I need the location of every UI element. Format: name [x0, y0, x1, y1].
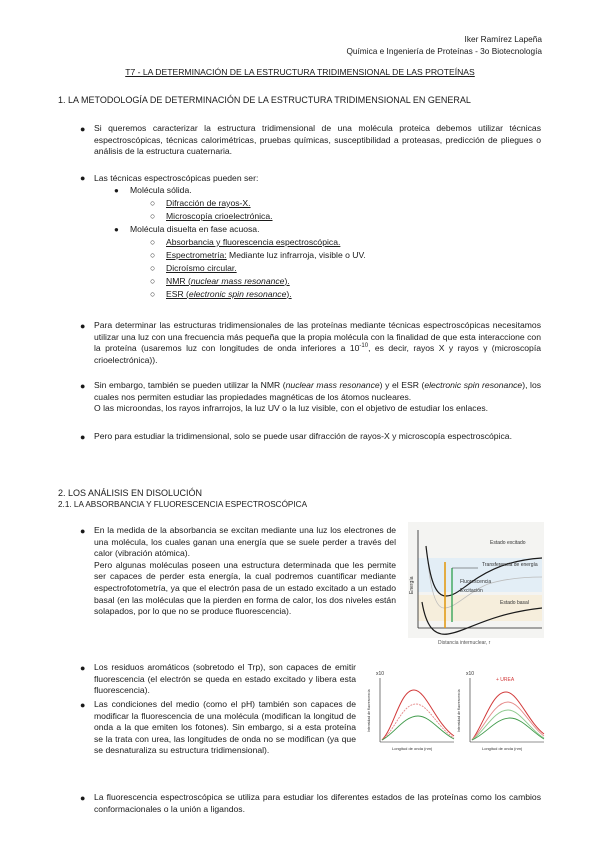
list-item: Dicroísmo circular.: [166, 263, 237, 273]
fluorescence-label: Fluorescencia: [460, 579, 492, 585]
esr-text: ESR (: [166, 289, 189, 299]
series-line-red: [382, 690, 454, 740]
section-2-1-heading: 2.1. LA ABSORBANCIA Y FLUORESCENCIA ESPECTROSCÓPICA: [58, 500, 308, 509]
document-title: T7 - LA DETERMINACIÓN DE LA ESTRUCTURA TRIDIMENSIONAL DE LAS PROTEÍNAS: [125, 67, 475, 77]
nmr-text: NMR (: [166, 276, 191, 286]
list-item: Absorbancia y fluorescencia espectroscópica.: [166, 237, 341, 247]
list-label-solid: Molécula sólida.: [130, 185, 192, 195]
basal-band: [418, 595, 542, 621]
spectrum-right-svg: [456, 668, 546, 754]
list-item: [166, 288, 292, 300]
b1-p2: Pero algunas moléculas poseen una estructura determinada que les permite ser capaces de perder esta energía, la cual podremos cuantificar mediante espectrofotometría, ya que el electrón pasa de un estado excitado a un estado basal (en las moléculas que la pierden en forma de calor, los dos niveles están solapados, por lo que no se produce fluorescencia).: [94, 559, 396, 617]
p4-c: ) y el ESR (: [379, 380, 425, 390]
p4-e: ), los cuales nos permiten estudiar las propiedades magnéticas de los átomos nucleares.: [94, 380, 542, 402]
spectrum-left-svg: [366, 668, 456, 754]
urea-legend: + UREA: [496, 677, 515, 683]
spectrum-left-multiplier: x10: [376, 671, 385, 677]
circle-bullet-icon: ○: [150, 198, 156, 208]
spectrum-right-multiplier: x10: [466, 671, 475, 677]
excitation-label: Excitación: [460, 588, 483, 594]
bullet-icon: ●: [114, 225, 119, 234]
section-1-heading: 1. LA METODOLOGÍA DE DETERMINACIÓN DE LA ESTRUCTURA TRIDIMENSIONAL EN GENERAL: [58, 95, 471, 105]
list-item: Difracción de rayos-X.: [166, 198, 251, 208]
circle-bullet-icon: ○: [150, 289, 156, 299]
list-label-solution: Molécula disuelta en fase acuosa.: [130, 224, 260, 234]
paragraph-absorbancia: [94, 525, 396, 618]
spectrum-right-xlabel: Longitud de onda (nm): [482, 746, 523, 751]
bullet-icon: ●: [80, 432, 86, 442]
bullet-icon: ●: [80, 321, 86, 331]
p4-f: O las microondas, los rayos infrarrojos, la luz UV o la luz visible, con el objetivo de estudiar los enlaces.: [94, 403, 489, 414]
espectrometria-text: Mediante luz infrarroja, visible o UV.: [226, 250, 366, 260]
paragraph-nmr-esr: [94, 380, 541, 415]
bullet-icon: ●: [80, 381, 86, 391]
transfer-label: Transferencia de energía: [482, 562, 538, 568]
bullet-icon: ●: [80, 526, 86, 536]
esr-end: ).: [286, 289, 292, 299]
paragraph-condiciones: Las condiciones del medio (como el pH) también son capaces de modificar la fluorescencia de una molécula (modifican la longitud de onda a la que emiten los fotones). Sin embargo, si a esta proteína se la trata con urea, las longitudes de onda no se modifican (ya que se desnaturaliza su estructura tridimensional).: [94, 699, 356, 756]
p3-text-b: , es decir, rayos X y rayos γ (microscopía crioelectrónica)).: [94, 343, 541, 365]
spectrum-left-xlabel: Longitud de onda (nm): [392, 746, 433, 751]
p4-a: Sin embargo, también se pueden utilizar la NMR (: [94, 380, 286, 390]
p4-b: nuclear mass resonance: [285, 380, 380, 390]
circle-bullet-icon: ○: [150, 237, 156, 247]
list-item: Microscopía crioelectrónica.: [166, 211, 273, 221]
paragraph-spectro-intro: Las técnicas espectroscópicas pueden ser:: [94, 173, 259, 183]
section-2-heading: 2. LOS ANÁLISIS EN DISOLUCIÓN: [58, 488, 203, 498]
paragraph-usos: La fluorescencia espectroscópica se utiliza para estudiar los diferentes estados de las proteínas como los cambios conformacionales o la unión a ligandos.: [94, 792, 541, 814]
paragraph-frequency: [94, 320, 541, 366]
energy-axis-label: Energía: [409, 576, 415, 594]
b1-p1: En la medida de la absorbancia se excitan mediante una luz los electrones de una molécula, los cuales ganan una energía que se suele perder a través del calor (vibración atómica).: [94, 525, 396, 559]
nmr-italic: nuclear mass resonance: [190, 276, 285, 286]
energy-diagram-svg: [408, 522, 544, 638]
bullet-icon: ●: [80, 793, 86, 803]
paragraph-aromaticos: Los residuos aromáticos (sobretodo el Trp), son capaces de emitir fluorescencia (el electrón se queda en estado excitado y libera esta fluorescencia).: [94, 662, 356, 696]
bullet-icon: ●: [80, 173, 86, 183]
bullet-icon: ●: [114, 186, 119, 195]
circle-bullet-icon: ○: [150, 211, 156, 221]
spectrum-right-figure: [456, 668, 546, 754]
spectrum-left-ylabel: Intensidad de fluorescencia: [367, 689, 371, 732]
spectrum-left-figure: [366, 668, 456, 754]
circle-bullet-icon: ○: [150, 276, 156, 286]
spectrum-right-ylabel: Intensidad de fluorescencia: [457, 689, 461, 732]
course-name: Química e Ingeniería de Proteínas - 3o Biotecnología: [346, 46, 542, 56]
bullet-icon: ●: [80, 124, 86, 134]
p3-text-a: Para determinar las estructuras tridimensionales de las proteínas mediante técnicas espectroscópicas necesitamos utilizar una luz con una frecuencia más pequeña que la propia molécula con la finalidad de que esta interaccione con la proteína (usaremos luz con longitudes de onda inferiores a 10: [94, 320, 541, 354]
list-item: [166, 249, 366, 261]
author-name: Iker Ramírez Lapeña: [464, 34, 542, 44]
energy-diagram-figure: [408, 522, 544, 638]
circle-bullet-icon: ○: [150, 250, 156, 260]
p4-d: electronic spin resonance: [424, 380, 523, 390]
energy-diagram-xlabel: Distancia internuclear, r: [438, 640, 491, 646]
nmr-end: ).: [284, 276, 290, 286]
bullet-icon: ●: [80, 663, 86, 673]
bullet-icon: ●: [80, 700, 86, 710]
paragraph-techniques: Si queremos caracterizar la estructura tridimensional de una molécula proteica debemos utilizar técnicas espectroscópicas, técnicas calorimétricas, pruebas químicas, susceptibilidad a proteasas, predicción de pliegues o análisis de la estructura cuaternaria.: [94, 123, 541, 157]
excited-label: Estado excitado: [490, 540, 526, 546]
circle-bullet-icon: ○: [150, 263, 156, 273]
paragraph-tridimensional: Pero para estudiar la tridimensional, solo se puede usar difracción de rayos-X y microscopía espectroscópica.: [94, 431, 512, 441]
list-item: [166, 275, 290, 287]
basal-label: Estado basal: [500, 600, 529, 606]
espectrometria-label: Espectrometría:: [166, 250, 227, 260]
esr-italic: electronic spin resonance: [188, 289, 287, 299]
p3-exponent: -10: [359, 343, 369, 350]
